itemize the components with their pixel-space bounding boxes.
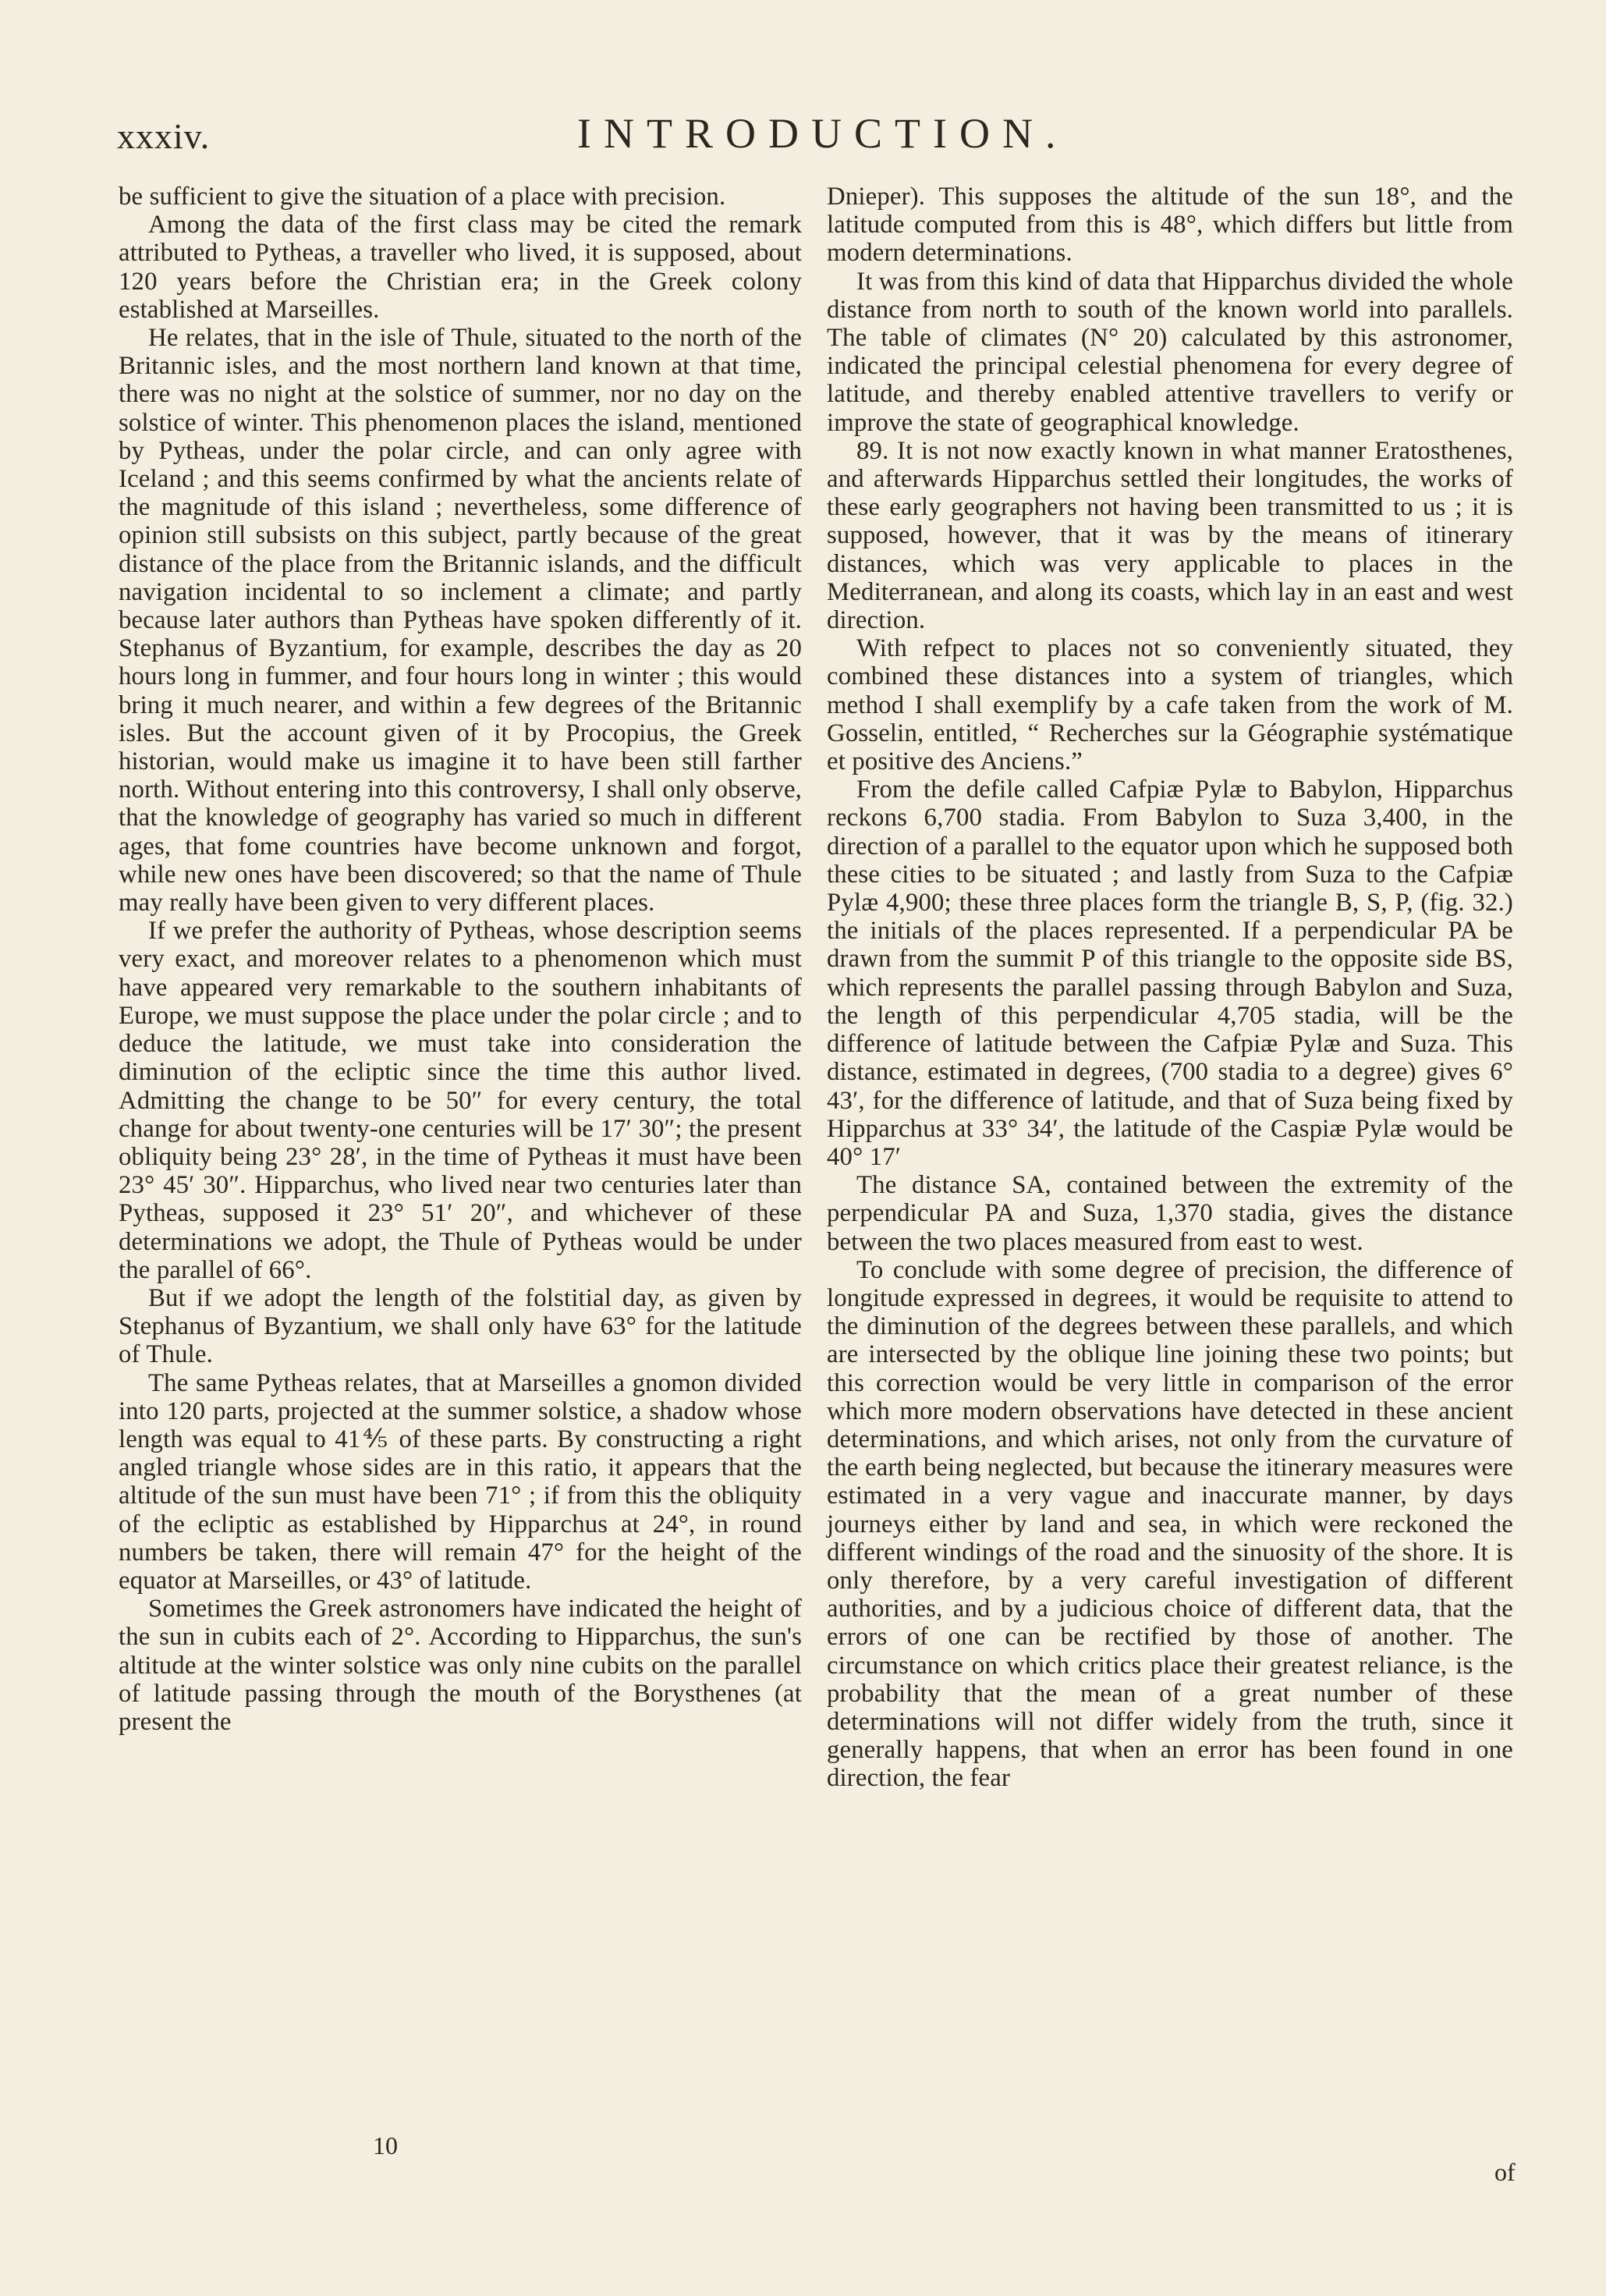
paragraph: The distance SA, contained between the extremity of the perpendicular PA and Suza, 1,370 stadia, gives the distance between the two places measured from east to west. <box>827 1171 1513 1256</box>
paragraph: From the defile called Cafpiæ Pylæ to Babylon, Hipparchus reckons 6,700 stadia. From Babylon to Suza 3,400, in the direction of a parallel to the equator upon which he supposed both these cities to be situated ; and lastly from Suza to the Cafpiæ Pylæ 4,900; these three places form the triangle B, S, P, (fig. 32.) the initials of the places represented. If a perpendicular PA be drawn from the summit P of this triangle to the opposite side BS, which represents the parallel passing through Babylon and Suza, the length of this perpendicular 4,705 stadia, will be the difference of latitude between the Cafpiæ Pylæ and Suza. This distance, estimated in degrees, (700 stadia to a degree) gives 6° 43′, for the difference of latitude, and that of Suza being fixed by Hipparchus at 33° 34′, the latitude of the Caspiæ Pylæ would be 40° 17′ <box>827 775 1513 1171</box>
paragraph: The same Pytheas relates, that at Marseilles a gnomon divided into 120 parts, projected at the summer solstice, a shadow whose length was equal to 41⅘ of these parts. By constructing a right angled triangle whose sides are in this ratio, it appears that the altitude of the sun must have been 71° ; if from this the obliquity of the ecliptic as established by Hipparchus at 24°, in round numbers be taken, there will remain 47° for the height of the equator at Marseilles, or 43° of latitude. <box>119 1368 802 1595</box>
paragraph: With refpect to places not so conveniently situated, they combined these distances into a system of triangles, which method I shall exemplify by a cafe taken from the work of M. Gosselin, entitled, “ Recherches sur la Géographie systématique et positive des Anciens.” <box>827 634 1513 776</box>
left-column <box>119 183 802 1736</box>
page-header <box>117 109 1544 164</box>
paragraph: Among the data of the first class may be cited the remark attributed to Pytheas, a traveller who lived, it is supposed, about 120 years before the Christian era; in the Greek colony established at Marseilles. <box>119 211 802 324</box>
paragraph: 89. It is not now exactly known in what manner Eratosthenes, and afterwards Hipparchus settled their longitudes, the works of these early geographers not having been transmitted to us ; it is supposed, however, that it was by the means of itinerary distances, which was very applicable to places in the Mediterranean, and along its coasts, which lay in an east and west direction. <box>827 436 1513 635</box>
page-number: xxxiv. <box>117 116 211 156</box>
right-column <box>827 183 1513 1793</box>
paragraph: But if we adopt the length of the folstitial day, as given by Stephanus of Byzantium, we shall only have 63° for the latitude of Thule. <box>119 1283 802 1369</box>
running-title: INTRODUCTION. <box>577 110 1069 157</box>
paragraph: be sufficient to give the situation of a place with precision. <box>119 183 726 211</box>
paragraph: He relates, that in the isle of Thule, situated to the north of the Britannic isles, and the most northern land known at that time, there was no night at the solstice of summer, nor no day on the solstice of winter. This phenomenon places the island, mentioned by Pytheas, under the polar circle, and can only agree with Iceland ; and this seems confirmed by what the ancients relate of the magnitude of this island ; nevertheless, some difference of opinion still subsists on this subject, partly because of the great distance of the place from the Britannic islands, and the difficult navigation incidental to so inclement a climate; and partly because later authors than Pytheas have spoken differently of it. Stephanus of Byzantium, for example, describes the day as 20 hours long in fummer, and four hours long in winter ; this would bring it much nearer, and within a few degrees of the Britannic isles. But the account given of it by Procopius, the Greek historian, would make us imagine it to have been still farther north. Without entering into this controversy, I shall only observe, that the knowledge of geography has varied so much in different ages, that fome countries have become unknown and forgot, while new ones have been discovered; so that the name of Thule may really have been given to very different places. <box>119 324 802 917</box>
paragraph: Sometimes the Greek astronomers have indicated the height of the sun in cubits each of 2°. According to Hipparchus, the sun's altitude at the winter solstice was only nine cubits on the parallel of latitude passing through the mouth of the Borysthenes (at present the <box>119 1595 802 1736</box>
catchword: of <box>1494 2158 1516 2186</box>
paragraph: If we prefer the authority of Pytheas, whose description seems very exact, and moreover relates to a phenomenon which must have appeared very remarkable to the southern inhabitants of Europe, we must suppose the place under the polar circle ; and to deduce the latitude, we must take into consideration the diminution of the ecliptic since the time this author lived. Admitting the change to be 50″ for every century, the total change for about twenty-one centuries will be 17′ 30″; the present obliquity being 23° 28′, in the time of Pytheas it must have been 23° 45′ 30″. Hipparchus, who lived near two centuries later than Pytheas, supposed it 23° 51′ 20″, and whichever of these determinations we adopt, the Thule of Pytheas would be under the parallel of 66°. <box>119 917 802 1284</box>
signature-mark: 10 <box>373 2131 398 2159</box>
paragraph: It was from this kind of data that Hipparchus divided the whole distance from north to south of the known world into parallels. The table of climates (N° 20) calculated by this astronomer, indicated the principal celestial phenomena for every degree of latitude, and thereby enabled attentive travellers to verify or improve the state of geographical knowledge. <box>827 267 1513 437</box>
paragraph: Dnieper). This supposes the altitude of the sun 18°, and the latitude computed from this is 48°, which differs but little from modern determinations. <box>827 183 1513 268</box>
paragraph: To conclude with some degree of precision, the difference of longitude expressed in degrees, it would be requisite to attend to the diminution of the degrees between these parallels, and which are intersected by the oblique line joining these two points; but this correction would be very little in comparison of the error which more modern observations have detected in these ancient determinations, and which arises, not only from the curvature of the earth being neglected, but because the itinerary measures were estimated in a very vague and inaccurate manner, by days journeys either by land and sea, in which were reckoned the different windings of the road and the sinuosity of the shore. It is only therefore, by a very careful investigation of different authorities, and by a judicious choice of different data, that the errors of one can be rectified by those of another. The circumstance on which critics place their greatest reliance, is the probability that the mean of a great number of these determinations will not differ widely from the truth, since it generally happens, that when an error has been found in one direction, the fear <box>827 1255 1513 1793</box>
